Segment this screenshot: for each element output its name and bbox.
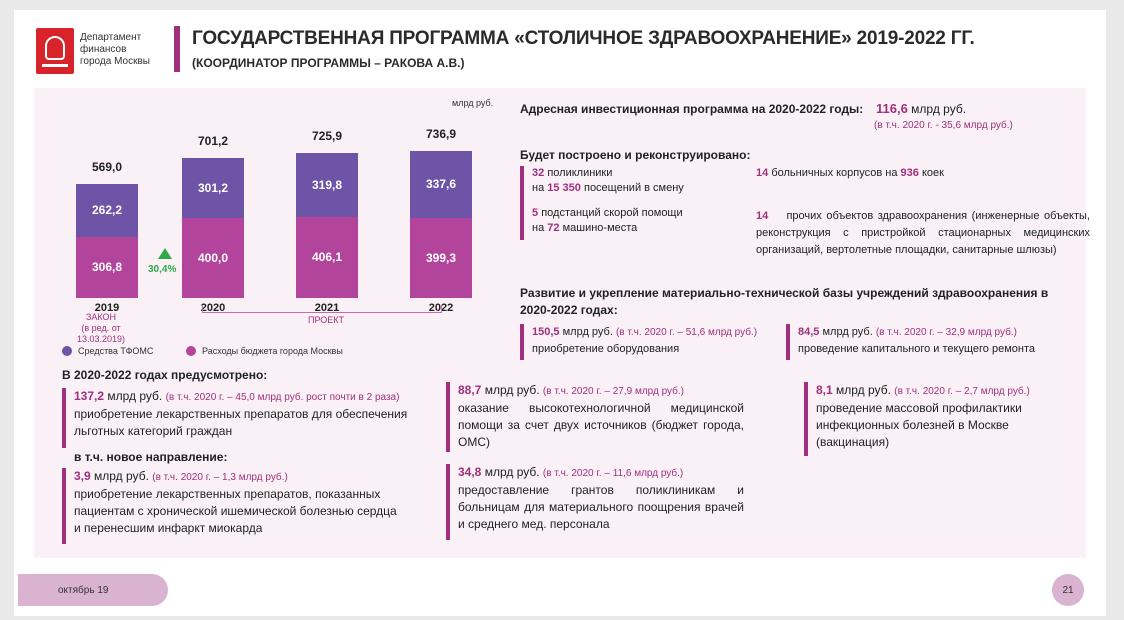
bar-tfoms-2021: 319,8	[296, 153, 358, 217]
invest-program-amount: 116,6 млрд руб.	[876, 101, 967, 116]
logo-text: Департамент финансов города Москвы	[80, 32, 150, 67]
footer-date: октябрь 19	[18, 574, 168, 606]
planned-vaccine: 8,1 млрд руб. (в т.ч. 2020 г. – 2,7 млрд руб.) проведение массовой профилактики инфекционных болезней в Москве (вакцинация)	[816, 383, 1030, 449]
bar-tfoms-2020: 301,2	[182, 158, 244, 218]
legend-item-tfoms: Средства ТФОМС	[62, 346, 153, 356]
bar-total-2020: 701,2	[197, 133, 229, 148]
built-header: Будет построено и реконструировано:	[520, 148, 751, 162]
planned-header: В 2020-2022 годах предусмотрено:	[62, 368, 268, 382]
mtb-equipment: 150,5 млрд руб. (в т.ч. 2020 г. – 51,6 млрд руб.) приобретение оборудования	[532, 326, 758, 355]
htmp-accent-bar	[446, 382, 450, 452]
grants-accent-bar	[446, 464, 450, 540]
legend-item-budget: Расходы бюджета города Москвы	[186, 346, 343, 356]
legend-dot-icon	[62, 346, 72, 356]
slide	[14, 10, 1106, 616]
mtb-repair-accent-bar	[786, 324, 790, 360]
built-ambulance: 5 подстанций скорой помощи на 72 машино-места	[532, 207, 683, 234]
bar-total-2019: 569,0	[91, 160, 123, 175]
bar-budget-2021: 406,1	[296, 217, 358, 298]
mtb-equipment-accent-bar	[520, 324, 524, 360]
page-subtitle: (КООРДИНАТОР ПРОГРАММЫ – РАКОВА А.В.)	[192, 56, 465, 70]
invest-program-note: (в т.ч. 2020 г. - 35,6 млрд руб.)	[874, 120, 1013, 131]
built-accent-bar	[520, 166, 524, 240]
page-title: ГОСУДАРСТВЕННАЯ ПРОГРАММА «СТОЛИЧНОЕ ЗДРАВООХРАНЕНИЕ» 2019-2022 ГГ.	[192, 28, 975, 49]
mtb-header-line1: Развитие и укрепление материально-технической базы учреждений здравоохранения в	[520, 286, 1049, 300]
bar-tfoms-2022: 337,6	[410, 151, 472, 219]
bar-budget-2020: 400,0	[182, 218, 244, 298]
page-number: 21	[1052, 574, 1084, 606]
mtb-header-line2: 2020-2022 годах:	[520, 303, 618, 317]
content-panel	[34, 88, 1090, 558]
x-tick-label-2022: 2022	[428, 302, 454, 314]
x-tick-label-2021: 2021	[314, 302, 340, 314]
planned-grants: 34,8 млрд руб. (в т.ч. 2020 г. – 11,6 млрд руб.) предоставление грантов поликлиникам и больницам для материального поощрения врачей и среднего мед. персонала	[458, 465, 744, 531]
mtb-repair: 84,5 млрд руб. (в т.ч. 2020 г. – 32,9 млрд руб.) проведение капитального и текущего ремонта	[798, 326, 1035, 355]
drugs-accent-bar	[62, 388, 66, 448]
built-hospitals: 14 больничных корпусов на 936 коек	[756, 167, 944, 179]
project-bracket	[202, 305, 442, 313]
invest-program-label: Адресная инвестиционная программа на 2020-2022 годы:	[520, 102, 864, 116]
chart-unit-label: млрд руб.	[452, 98, 494, 108]
planned-htmp: 88,7 млрд руб. (в т.ч. 2020 г. – 27,9 млрд руб.) оказание высокотехнологичной медицинской помощи за счет двух источников (бюджет города, ОМС)	[458, 383, 744, 449]
x-tick-label-2020: 2020	[200, 302, 226, 314]
bar-budget-2022: 399,3	[410, 218, 472, 298]
built-other: 14 прочих объектов здравоохранения (инженерные объекты, реконструкция с пристройкой стационарных медицинских организаций, вертолетные площадки, санитарные шлюзы)	[756, 210, 1090, 256]
growth-up-icon	[158, 248, 172, 259]
bar-total-2021: 725,9	[311, 128, 343, 143]
planned-cardio: 3,9 млрд руб. (в т.ч. 2020 г. – 1,3 млрд руб.) приобретение лекарственных препаратов, показанных пациентам с хронической ишемической болезнью сердца и перенесшим инфаркт миокарда	[74, 469, 397, 535]
x-tick-label-2019: 2019	[94, 302, 120, 314]
built-polyclinics: 32 поликлиники на 15 350 посещений в смену	[532, 167, 684, 194]
cardio-accent-bar	[62, 468, 66, 544]
law-label: ЗАКОН (в ред. от 13.03.2019)	[76, 312, 126, 344]
bar-total-2022: 736,9	[425, 126, 457, 141]
planned-drugs: 137,2 млрд руб. (в т.ч. 2020 г. – 45,0 млрд руб. рост почти в 2 раза) приобретение лекарственных препаратов для обеспечения льготных категорий граждан	[74, 389, 408, 438]
department-logo	[36, 26, 166, 86]
project-label: ПРОЕКТ	[304, 315, 348, 325]
growth-value: 30,4%	[148, 264, 177, 275]
new-direction-label: в т.ч. новое направление:	[74, 450, 228, 464]
bar-tfoms-2019: 262,2	[76, 184, 138, 236]
title-accent-bar	[174, 26, 180, 72]
bar-budget-2019: 306,8	[76, 237, 138, 298]
vaccine-accent-bar	[804, 382, 808, 456]
moscow-coat-of-arms-icon	[36, 28, 74, 74]
legend-dot-icon	[186, 346, 196, 356]
